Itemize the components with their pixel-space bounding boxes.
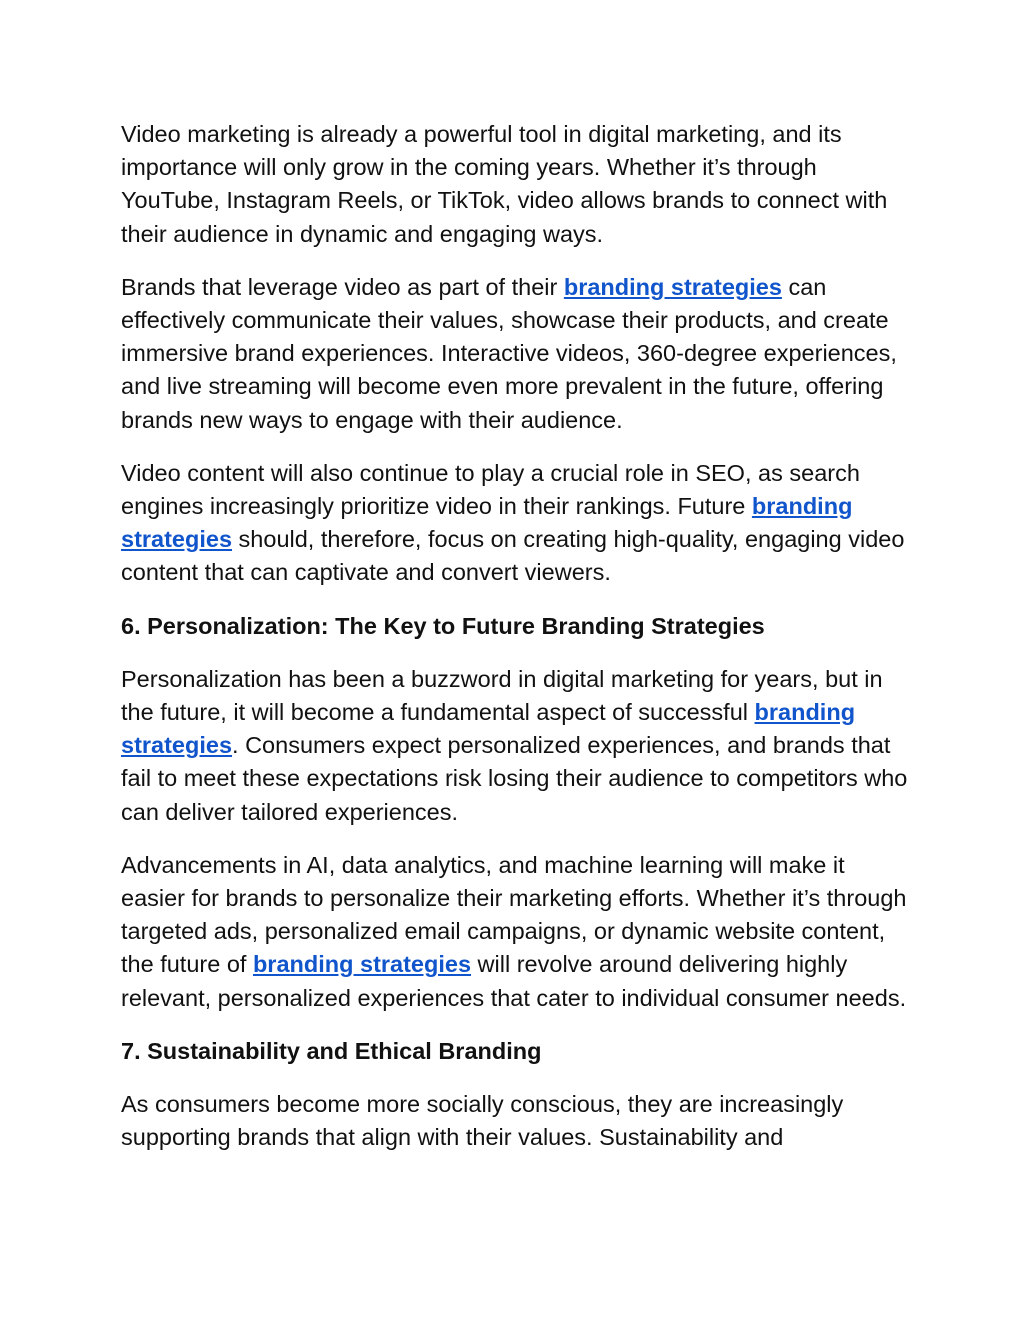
paragraph-text-after: should, therefore, focus on creating high-quality, engaging video content that can captivate and convert viewers. bbox=[121, 526, 905, 586]
section-heading-sustainability: 7. Sustainability and Ethical Branding bbox=[121, 1037, 542, 1064]
paragraph-sustainability bbox=[121, 1088, 911, 1154]
paragraph-leverage-video bbox=[121, 271, 911, 437]
section-heading-personalization: 6. Personalization: The Key to Future Branding Strategies bbox=[121, 612, 765, 639]
paragraph-text-after: . Consumers expect personalized experiences, and brands that fail to meet these expectations risk losing their audience to competitors who can deliver tailored experiences. bbox=[121, 732, 908, 825]
document-body bbox=[121, 118, 911, 1174]
paragraph-text-before: Advancements in AI, data analytics, and machine learning will make it easier for brands to personalize their marketing efforts. Whether it’s through targeted ads, personalized email campaigns, or dynamic website content, the future of bbox=[121, 851, 907, 978]
paragraph-text-after: can effectively communicate their values, showcase their products, and create immersive brand experiences. Interactive videos, 360-degree experiences, and live streaming will become even more prevalent in the future, offering brands new ways to engage with their audience. bbox=[121, 273, 897, 433]
branding-strategies-link[interactable]: branding strategies bbox=[121, 699, 856, 759]
paragraph-text: Video marketing is already a powerful tool in digital marketing, and its importance will only grow in the coming years. Whether it’s through YouTube, Instagram Reels, or TikTok, video allows brands to connect with their audience in dynamic and engaging ways. bbox=[121, 121, 888, 247]
branding-strategies-link[interactable]: branding strategies bbox=[252, 951, 472, 978]
paragraph-personalization bbox=[121, 663, 911, 829]
paragraph-text: As consumers become more socially conscious, they are increasingly supporting brands that align with their values. Sustainability and bbox=[121, 1091, 844, 1151]
paragraph-text-before: Video content will also continue to play a crucial role in SEO, as search engines increasingly prioritize video in their rankings. Future bbox=[121, 459, 860, 520]
branding-strategies-link[interactable]: branding strategies bbox=[121, 493, 853, 553]
paragraph-text-before: Brands that leverage video as part of their bbox=[121, 273, 564, 300]
paragraph-video-marketing bbox=[121, 118, 911, 251]
paragraph-text-before: Personalization has been a buzzword in digital marketing for years, but in the future, it will become a fundamental aspect of successful bbox=[121, 665, 883, 726]
paragraph-text-after: will revolve around delivering highly relevant, personalized experiences that cater to individual consumer needs. bbox=[121, 951, 907, 1011]
paragraph-video-seo bbox=[121, 457, 911, 590]
paragraph-advancements-ai bbox=[121, 849, 911, 1015]
branding-strategies-link[interactable]: branding strategies bbox=[563, 273, 782, 300]
